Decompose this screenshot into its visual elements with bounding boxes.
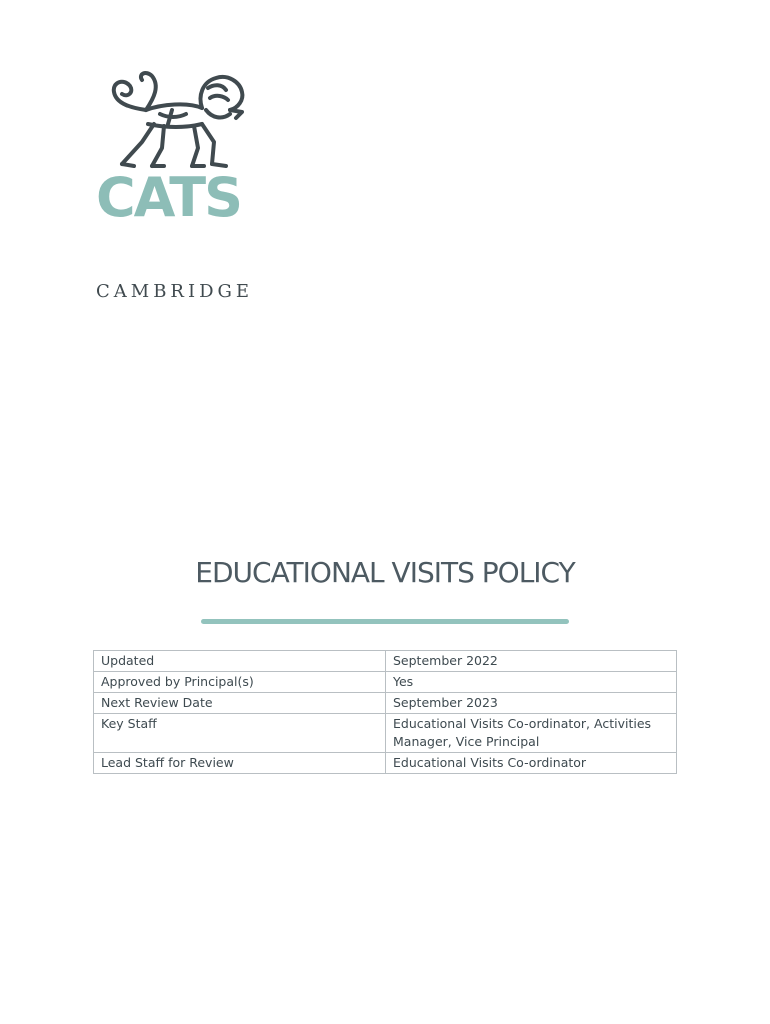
row-label-next-review: Next Review Date <box>94 693 386 714</box>
table-row <box>94 693 677 714</box>
table-row <box>94 714 677 753</box>
row-label-lead-staff: Lead Staff for Review <box>94 753 386 774</box>
row-label-key-staff: Key Staff <box>94 714 386 753</box>
table-row <box>94 672 677 693</box>
row-value-lead-staff: Educational Visits Co-ordinator <box>386 753 677 774</box>
row-value-key-staff: Educational Visits Co-ordinator, Activities Manager, Vice Principal <box>386 714 677 753</box>
table-row <box>94 651 677 672</box>
lion-icon <box>102 68 250 172</box>
policy-details-table <box>93 650 677 774</box>
row-value-next-review: September 2023 <box>386 693 677 714</box>
table-row <box>94 753 677 774</box>
title-underline <box>201 619 569 624</box>
row-value-updated: September 2022 <box>386 651 677 672</box>
logo-wordmark: CATS <box>96 166 241 229</box>
cats-cambridge-logo <box>96 64 268 302</box>
row-label-updated: Updated <box>94 651 386 672</box>
logo-subtitle: CAMBRIDGE <box>96 281 254 302</box>
document-title: EDUCATIONAL VISITS POLICY <box>195 556 575 589</box>
row-label-approved: Approved by Principal(s) <box>94 672 386 693</box>
row-value-approved: Yes <box>386 672 677 693</box>
